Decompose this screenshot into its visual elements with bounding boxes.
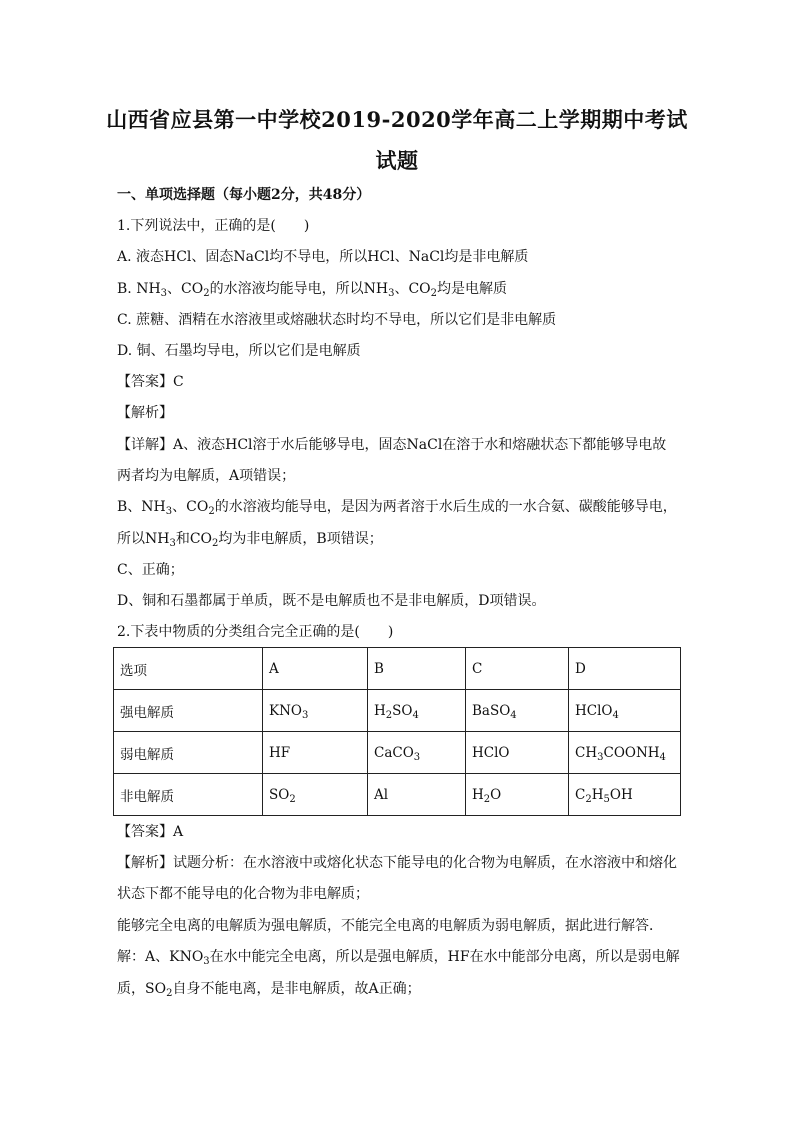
text-run: 自身不能电离，是非电解质，故A正确； (172, 981, 421, 997)
table-cell: C (466, 648, 569, 690)
question-1-detail-line: D、铜和石墨都属于单质，既不是电解质也不是非电解质，D项错误。 (117, 593, 546, 609)
text-run: OH (609, 786, 633, 803)
section-heading: 一、单项选择题（每小题2分，共48分） (117, 187, 371, 203)
question-1-detail-line: 两者均为电解质，A项错误； (117, 468, 296, 484)
text-run: B. NH (117, 281, 161, 297)
question-1-detail-line: C、正确； (117, 562, 184, 578)
question-1-analysis-label: 【解析】 (117, 405, 173, 421)
text-run: 均为非电解质，B项错误； (218, 531, 383, 547)
text-run: H (591, 786, 604, 803)
subscript: 2 (585, 793, 592, 805)
table-cell (569, 732, 681, 774)
table-cell: HF (263, 732, 368, 774)
text-run: HClO (575, 702, 613, 719)
text-run: 、CO (172, 499, 209, 515)
document-title: 山西省应县第一中学校2019-2020学年高二上学期期中考试 (106, 107, 688, 132)
question-2-analysis-line: 【解析】试题分析：在水溶液中或熔化状态下能导电的化合物为电解质，在水溶液中和熔化 (117, 855, 677, 871)
subscript: 3 (597, 751, 604, 763)
table-cell (569, 690, 681, 732)
table-cell (263, 774, 368, 816)
subscript: 2 (483, 793, 491, 805)
question-2-answer: 【答案】A (117, 824, 184, 840)
subscript: 2 (208, 506, 215, 517)
text-run: C (575, 786, 586, 803)
question-1-answer: 【答案】C (117, 374, 184, 390)
question-1-option-d: D. 铜、石墨均导电，所以它们是电解质 (117, 343, 361, 359)
question-2-analysis-line: 能够完全电离的电解质为强电解质，不能完全电离的电解质为弱电解质，据此进行解答． (117, 918, 663, 934)
text-run: CH (575, 744, 598, 761)
text-run: 和CO (175, 531, 213, 547)
table-cell (569, 774, 681, 816)
table-cell: 弱电解质 (114, 732, 263, 774)
question-1-option-a: A. 液态HCl、固态NaCl均不导电，所以HCl、NaCl均是非电解质 (117, 249, 529, 265)
document-title-continued: 试题 (375, 148, 419, 173)
classification-table (113, 647, 681, 816)
text-run: 的水溶液均能导电，是因为两者溶于水后生成的一水合氨、碳酸能够导电， (214, 499, 677, 515)
subscript: 2 (430, 288, 438, 299)
text-run: 解：A、KNO (117, 949, 204, 965)
subscript: 3 (165, 506, 173, 517)
text-run: COONH (603, 744, 660, 761)
subscript: 3 (160, 288, 168, 299)
table-cell: B (368, 648, 466, 690)
table-cell (368, 732, 466, 774)
text-run: H (472, 786, 484, 803)
text-run: 在水中能完全电离，所以是强电解质，HF在水中能部分电离，所以是弱电解 (209, 949, 680, 965)
table-cell: A (263, 648, 368, 690)
text-run: B、NH (117, 499, 166, 515)
text-run: 的水溶液均能导电，所以NH (209, 281, 389, 297)
table-cell: 非电解质 (114, 774, 263, 816)
subscript: 3 (203, 956, 210, 967)
table-header-row (114, 648, 681, 690)
text-run: BaSO (472, 702, 511, 719)
table-row (114, 690, 681, 732)
table-cell (368, 690, 466, 732)
table-cell (263, 690, 368, 732)
subscript: 2 (385, 709, 393, 721)
text-run: 、CO (394, 281, 431, 297)
question-2-analysis-line: 状态下都不能导电的化合物为非电解质； (117, 886, 369, 902)
text-run: SO (269, 786, 290, 803)
question-1-detail-line (117, 497, 677, 517)
text-run: CaCO (374, 744, 414, 761)
table-cell: 选项 (114, 648, 263, 690)
text-run: 均是电解质 (437, 281, 508, 297)
subscript: 3 (301, 709, 309, 721)
question-1-detail-line (117, 529, 383, 549)
subscript: 2 (166, 988, 173, 999)
text-run: 所以NH (117, 531, 170, 547)
text-run: 质，SO (117, 981, 167, 997)
subscript: 4 (612, 709, 619, 721)
question-1-option-b (117, 279, 507, 299)
subscript: 4 (510, 709, 517, 721)
table-cell: D (569, 648, 681, 690)
subscript: 5 (603, 793, 610, 805)
subscript: 3 (413, 751, 421, 763)
question-2-analysis-line (117, 979, 421, 999)
subscript: 2 (289, 793, 296, 805)
question-1-stem: 1.下列说法中，正确的是( ) (117, 218, 310, 234)
subscript: 4 (659, 751, 666, 763)
table-row (114, 732, 681, 774)
table-cell (466, 690, 569, 732)
subscript: 2 (212, 538, 219, 549)
table-cell: Al (368, 774, 466, 816)
question-1-option-c: C. 蔗糖、酒精在水溶液里或熔融状态时均不导电，所以它们是非电解质 (117, 312, 557, 328)
question-2-analysis-line (117, 947, 680, 967)
text-run: H (374, 702, 386, 719)
subscript: 3 (388, 288, 395, 299)
text-run: O (490, 786, 502, 803)
text-run: KNO (269, 702, 302, 719)
table-cell: HClO (466, 732, 569, 774)
table-cell: 强电解质 (114, 690, 263, 732)
question-1-detail-line: 【详解】A、液态HCl溶于水后能够导电，固态NaCl在溶于水和熔融状态下都能够导电故 (117, 437, 667, 453)
subscript: 3 (169, 538, 176, 549)
text-run: 、CO (167, 281, 204, 297)
text-run: SO (392, 702, 413, 719)
subscript: 2 (203, 288, 210, 299)
question-2-stem: 2.下表中物质的分类组合完全正确的是( ) (117, 624, 394, 640)
subscript: 4 (412, 709, 419, 721)
table-row (114, 774, 681, 816)
table-cell (466, 774, 569, 816)
